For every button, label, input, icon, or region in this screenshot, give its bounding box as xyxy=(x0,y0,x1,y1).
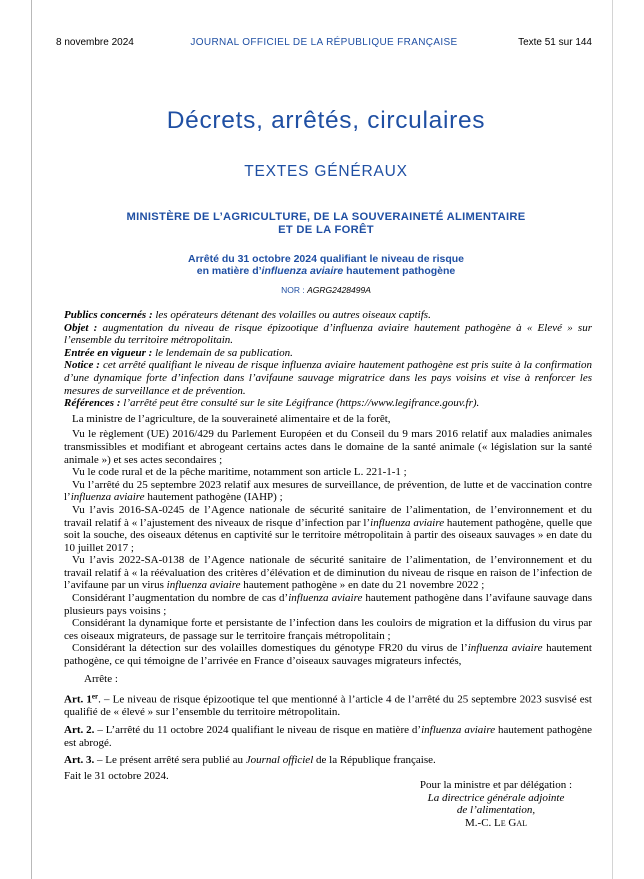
signature-line-3: de l’alimentation, xyxy=(456,804,536,817)
left-margin-rule xyxy=(31,0,32,879)
nor-code: AGRG2428499A xyxy=(307,285,371,295)
signature-line-1: Pour la ministre et par délégation : xyxy=(419,779,573,791)
fait-le: Fait le 31 octobre 2024. xyxy=(64,769,169,782)
header-date: 8 novembre 2024 xyxy=(56,37,134,48)
visa-code-rural: Vu le code rural et de la pêche maritime, notamment son article L. 221-1-1 ; xyxy=(72,466,407,479)
arrete-body xyxy=(64,309,592,782)
header-page-number: Texte 51 sur 144 xyxy=(518,37,592,48)
ministry-heading xyxy=(40,211,612,237)
nor-reference xyxy=(40,285,612,295)
arrete-title-line-2: en matière d’influenza aviaire hautement pathogène xyxy=(196,265,456,277)
arrete-label: Arrête : xyxy=(84,672,118,685)
arrete-title xyxy=(40,253,612,277)
visa-reglement: Vu le règlement (UE) 2016/429 du Parlement Européen et du Conseil du 9 mars 2016 relatif aux maladies animales transmissibles et modifiant et abrogeant certains actes dans le domaine de la santé animale (« législation sur la santé animale ») et ses actes secondaires ; xyxy=(64,428,592,466)
article-2: Art. 2. – L’arrêté du 11 octobre 2024 qualifiant le niveau de risque en matière d’influenza aviaire hautement pathogène est abrogé. xyxy=(64,724,592,749)
article-3: Art. 3. – Le présent arrêté sera publié au Journal officiel de la République française. xyxy=(64,754,436,767)
arrete-title-line-1: Arrêté du 31 octobre 2024 qualifiant le niveau de risque xyxy=(187,253,464,265)
notice: Notice : cet arrêté qualifiant le niveau de risque influenza aviaire hautement pathogène est pris suite à la confirmation d’une dynamique forte d’infection dans l’avifaune sauvage migratrice dans les pays voisins et vise à renforcer les mesures de surveillance et de prévention. xyxy=(64,359,592,397)
signature-block xyxy=(400,779,592,829)
considerant-3: Considérant la détection sur des volailles domestiques du génotype FR20 du virus de l’influenza aviaire hautement pathogène, ce qui témoigne de l’arrivée en France d’oiseaux sauvages migrateurs infectés, xyxy=(64,642,592,668)
visa-avis-2022: Vu l’avis 2022-SA-0138 de l’Agence nationale de sécurité sanitaire de l’alimentation, de l’environnement et du travail relatif à « la réévaluation des critères d’élévation et de diminution du niveau de risque en raison de l’infection de l’avifaune par un virus influenza aviaire hautement pathogène » en date du 21 novembre 2022 ; xyxy=(64,554,592,592)
visa-avis-2016: Vu l’avis 2016-SA-0245 de l’Agence nationale de sécurité sanitaire de l’alimentation, de l’environnement et du travail relatif à « l’ajustement des niveaux de risque d’infection par l’influenza aviaire hautement pathogène, quelle que soit la souche, des oiseaux détenus en captivité sur le territoire métropolitain à partir des oiseaux sauvages » en date du 10 juillet 2017 ; xyxy=(64,503,592,554)
entree-en-vigueur: Entrée en vigueur : le lendemain de sa publication. xyxy=(64,346,293,359)
page-header xyxy=(56,37,592,51)
visa-arrete-2023: Vu l’arrêté du 25 septembre 2023 relatif aux mesures de surveillance, de prévention, de lutte et de vaccination contre l’influenza aviaire hautement pathogène (IAHP) ; xyxy=(64,478,592,504)
right-margin-rule xyxy=(612,0,613,879)
header-journal-title: JOURNAL OFFICIEL DE LA RÉPUBLIQUE FRANÇAISE xyxy=(190,37,458,48)
subsection-title: TEXTES GÉNÉRAUX xyxy=(244,163,408,180)
considerant-2: Considérant la dynamique forte et persistante de l’infection dans les couloirs de migration et la diffusion du virus par ces oiseaux migrateurs, de passage sur le territoire français métropolitain ; xyxy=(64,617,592,642)
section-title: Décrets, arrêtés, circulaires xyxy=(166,107,486,134)
references: Références : l’arrêté peut être consulté sur le site Légifrance (https://www.legifrance.gouv.fr). xyxy=(64,397,480,410)
preamble-intro: La ministre de l’agriculture, de la souveraineté alimentaire et de la forêt, xyxy=(72,412,391,425)
ministry-line-2: ET DE LA FORÊT xyxy=(278,224,374,236)
signature-line-2: La directrice générale adjointe xyxy=(427,791,565,804)
signatory-name: M.-C. Le Gal xyxy=(465,816,527,829)
nor-label: NOR : xyxy=(281,285,308,295)
article-1: Art. 1er. – Le niveau de risque épizootique tel que mentionné à l’article 4 de l’arrêté du 25 septembre 2023 susvisé est qualifié de « élevé » sur l’ensemble du territoire métropolitain. xyxy=(64,692,592,719)
ministry-line-1: MINISTÈRE DE L’AGRICULTURE, DE LA SOUVERAINETÉ ALIMENTAIRE xyxy=(126,211,526,223)
publics-concernes: Publics concernés : les opérateurs détenant des volailles ou autres oiseaux captifs. xyxy=(64,309,431,321)
considerant-1: Considérant l’augmentation du nombre de cas d’influenza aviaire hautement pathogène dans l’avifaune sauvage dans plusieurs pays voisins ; xyxy=(64,592,592,617)
objet: Objet : augmentation du niveau de risque épizootique d’influenza aviaire hautement pathogène à « Elevé » sur l’ensemble du territoire métropolitain. xyxy=(64,321,592,347)
